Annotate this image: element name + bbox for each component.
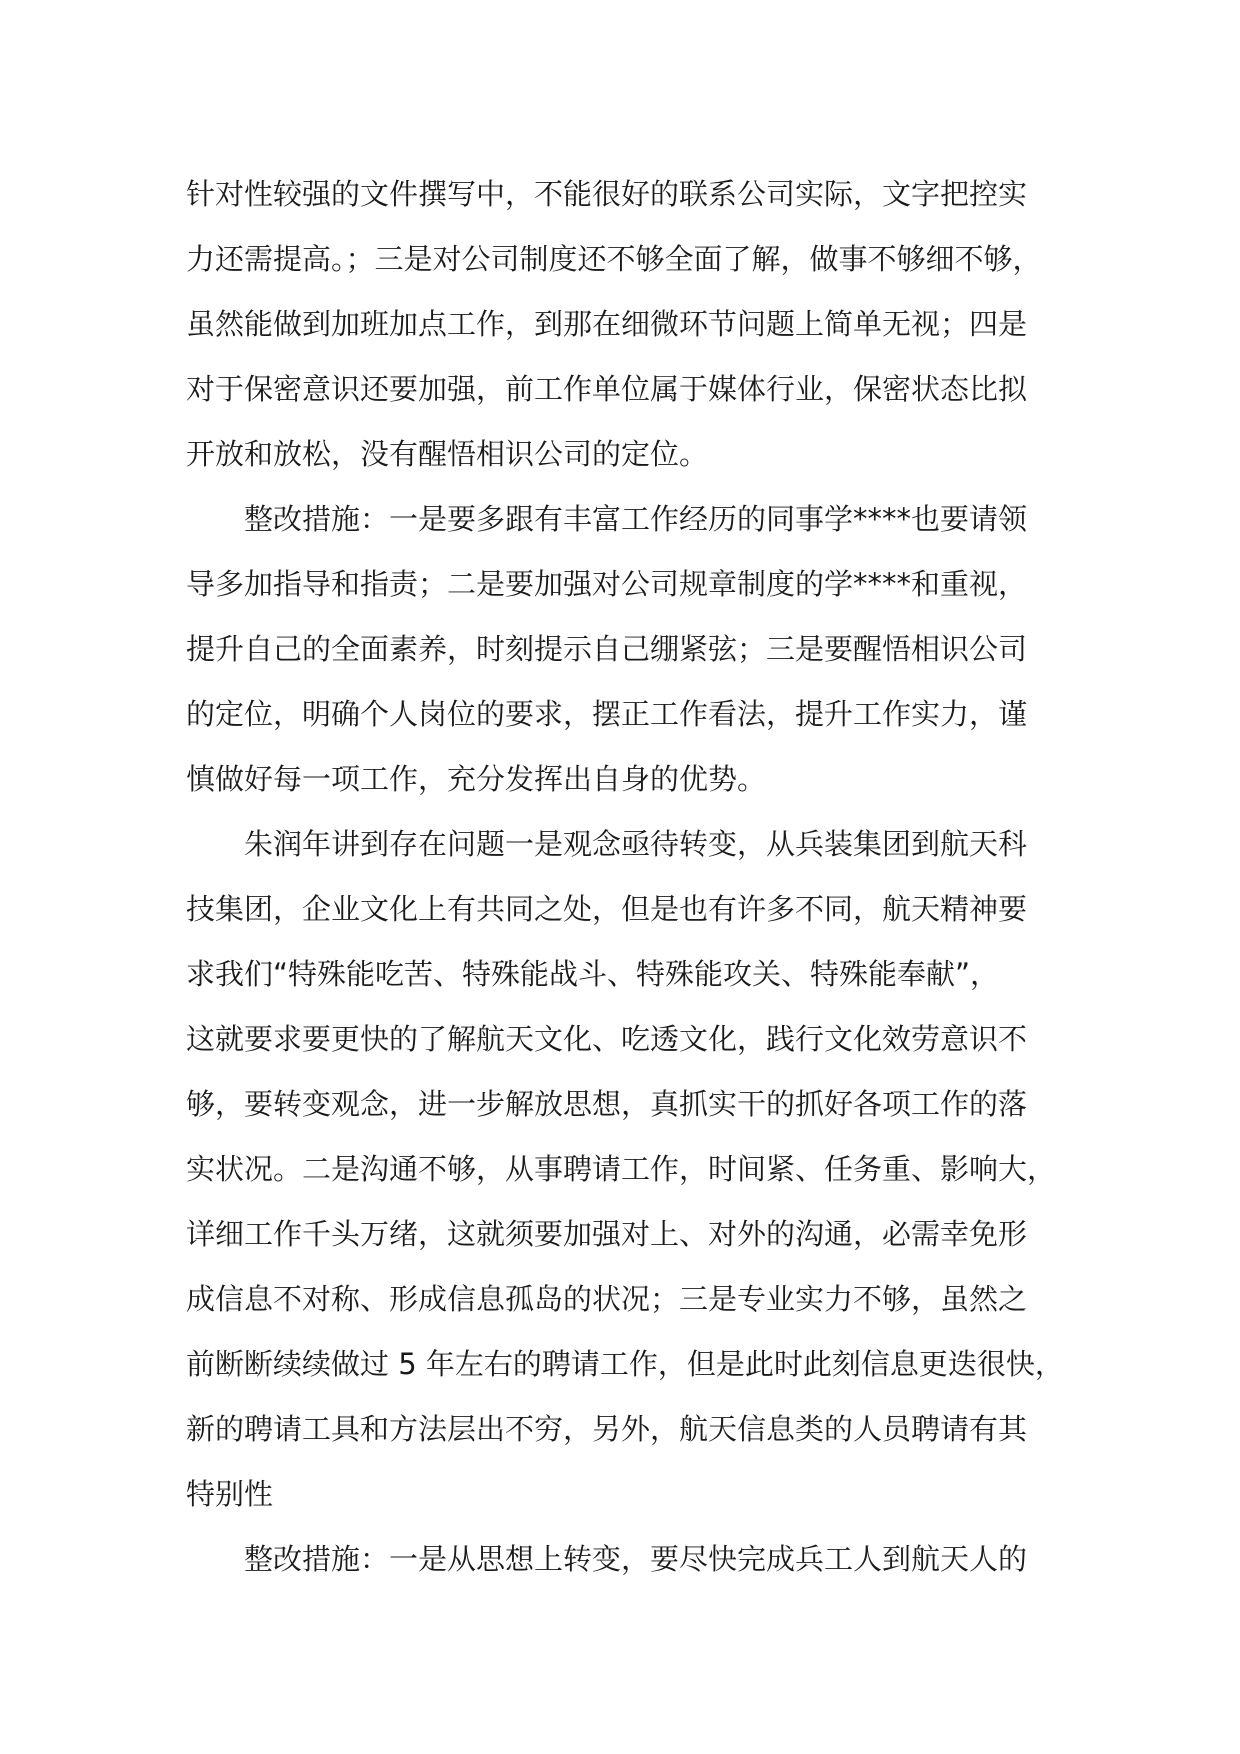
text-line: 新的聘请工具和方法层出不穷，另外，航天信息类的人员聘请有其 [186, 1412, 1028, 1446]
text-line: 详细工作千头万绪，这就须要加强对上、对外的沟通，必需幸免形 [186, 1217, 1028, 1251]
text-line: 导多加指导和指责；二是要加强对公司规章制度的学****和重视， [186, 567, 1028, 601]
text-line: 对于保密意识还要加强，前工作单位属于媒体行业，保密状态比拟 [186, 372, 1028, 406]
text-line: 成信息不对称、形成信息孤岛的状况；三是专业实力不够，虽然之 [186, 1282, 1028, 1316]
text-line: 实状况。二是沟通不够，从事聘请工作，时间紧、任务重、影响大， [186, 1152, 1057, 1186]
paragraph-start-line: 朱润年讲到存在问题一是观念亟待转变，从兵装集团到航天科 [244, 827, 1028, 861]
text-line: 特别性 [186, 1477, 274, 1511]
text-line: 前断断续续做过 5 年左右的聘请工作，但是此时此刻信息更迭很快， [186, 1347, 1064, 1381]
text-line: 提升自己的全面素养，时刻提示自己绷紧弦；三是要醒悟相识公司 [186, 632, 1028, 666]
text-line: 慎做好每一项工作，充分发挥出自身的优势。 [186, 762, 767, 796]
body-text [186, 162, 1086, 1592]
text-line: 技集团，企业文化上有共同之处，但是也有许多不同，航天精神要 [186, 892, 1028, 926]
text-line: 够，要转变观念，进一步解放思想，真抓实干的抓好各项工作的落 [186, 1087, 1028, 1121]
text-line: 开放和放松，没有醒悟相识公司的定位。 [186, 437, 709, 471]
paragraph-start-line: 整改措施：一是要多跟有丰富工作经历的同事学****也要请领 [244, 502, 1028, 536]
text-line: 的定位，明确个人岗位的要求，摆正工作看法，提升工作实力，谨 [186, 697, 1028, 731]
text-line: 求我们“特殊能吃苦、特殊能战斗、特殊能攻关、特殊能奉献”， [186, 957, 1000, 991]
text-line: 这就要求要更快的了解航天文化、吃透文化，践行文化效劳意识不 [186, 1022, 1028, 1056]
paragraph-start-line: 整改措施：一是从思想上转变，要尽快完成兵工人到航天人的 [244, 1542, 1028, 1576]
text-line: 针对性较强的文件撰写中，不能很好的联系公司实际，文字把控实 [186, 177, 1028, 211]
text-line: 虽然能做到加班加点工作，到那在细微环节问题上简单无视；四是 [186, 307, 1028, 341]
text-line: 力还需提高。；三是对公司制度还不够全面了解，做事不够细不够， [186, 242, 1042, 276]
